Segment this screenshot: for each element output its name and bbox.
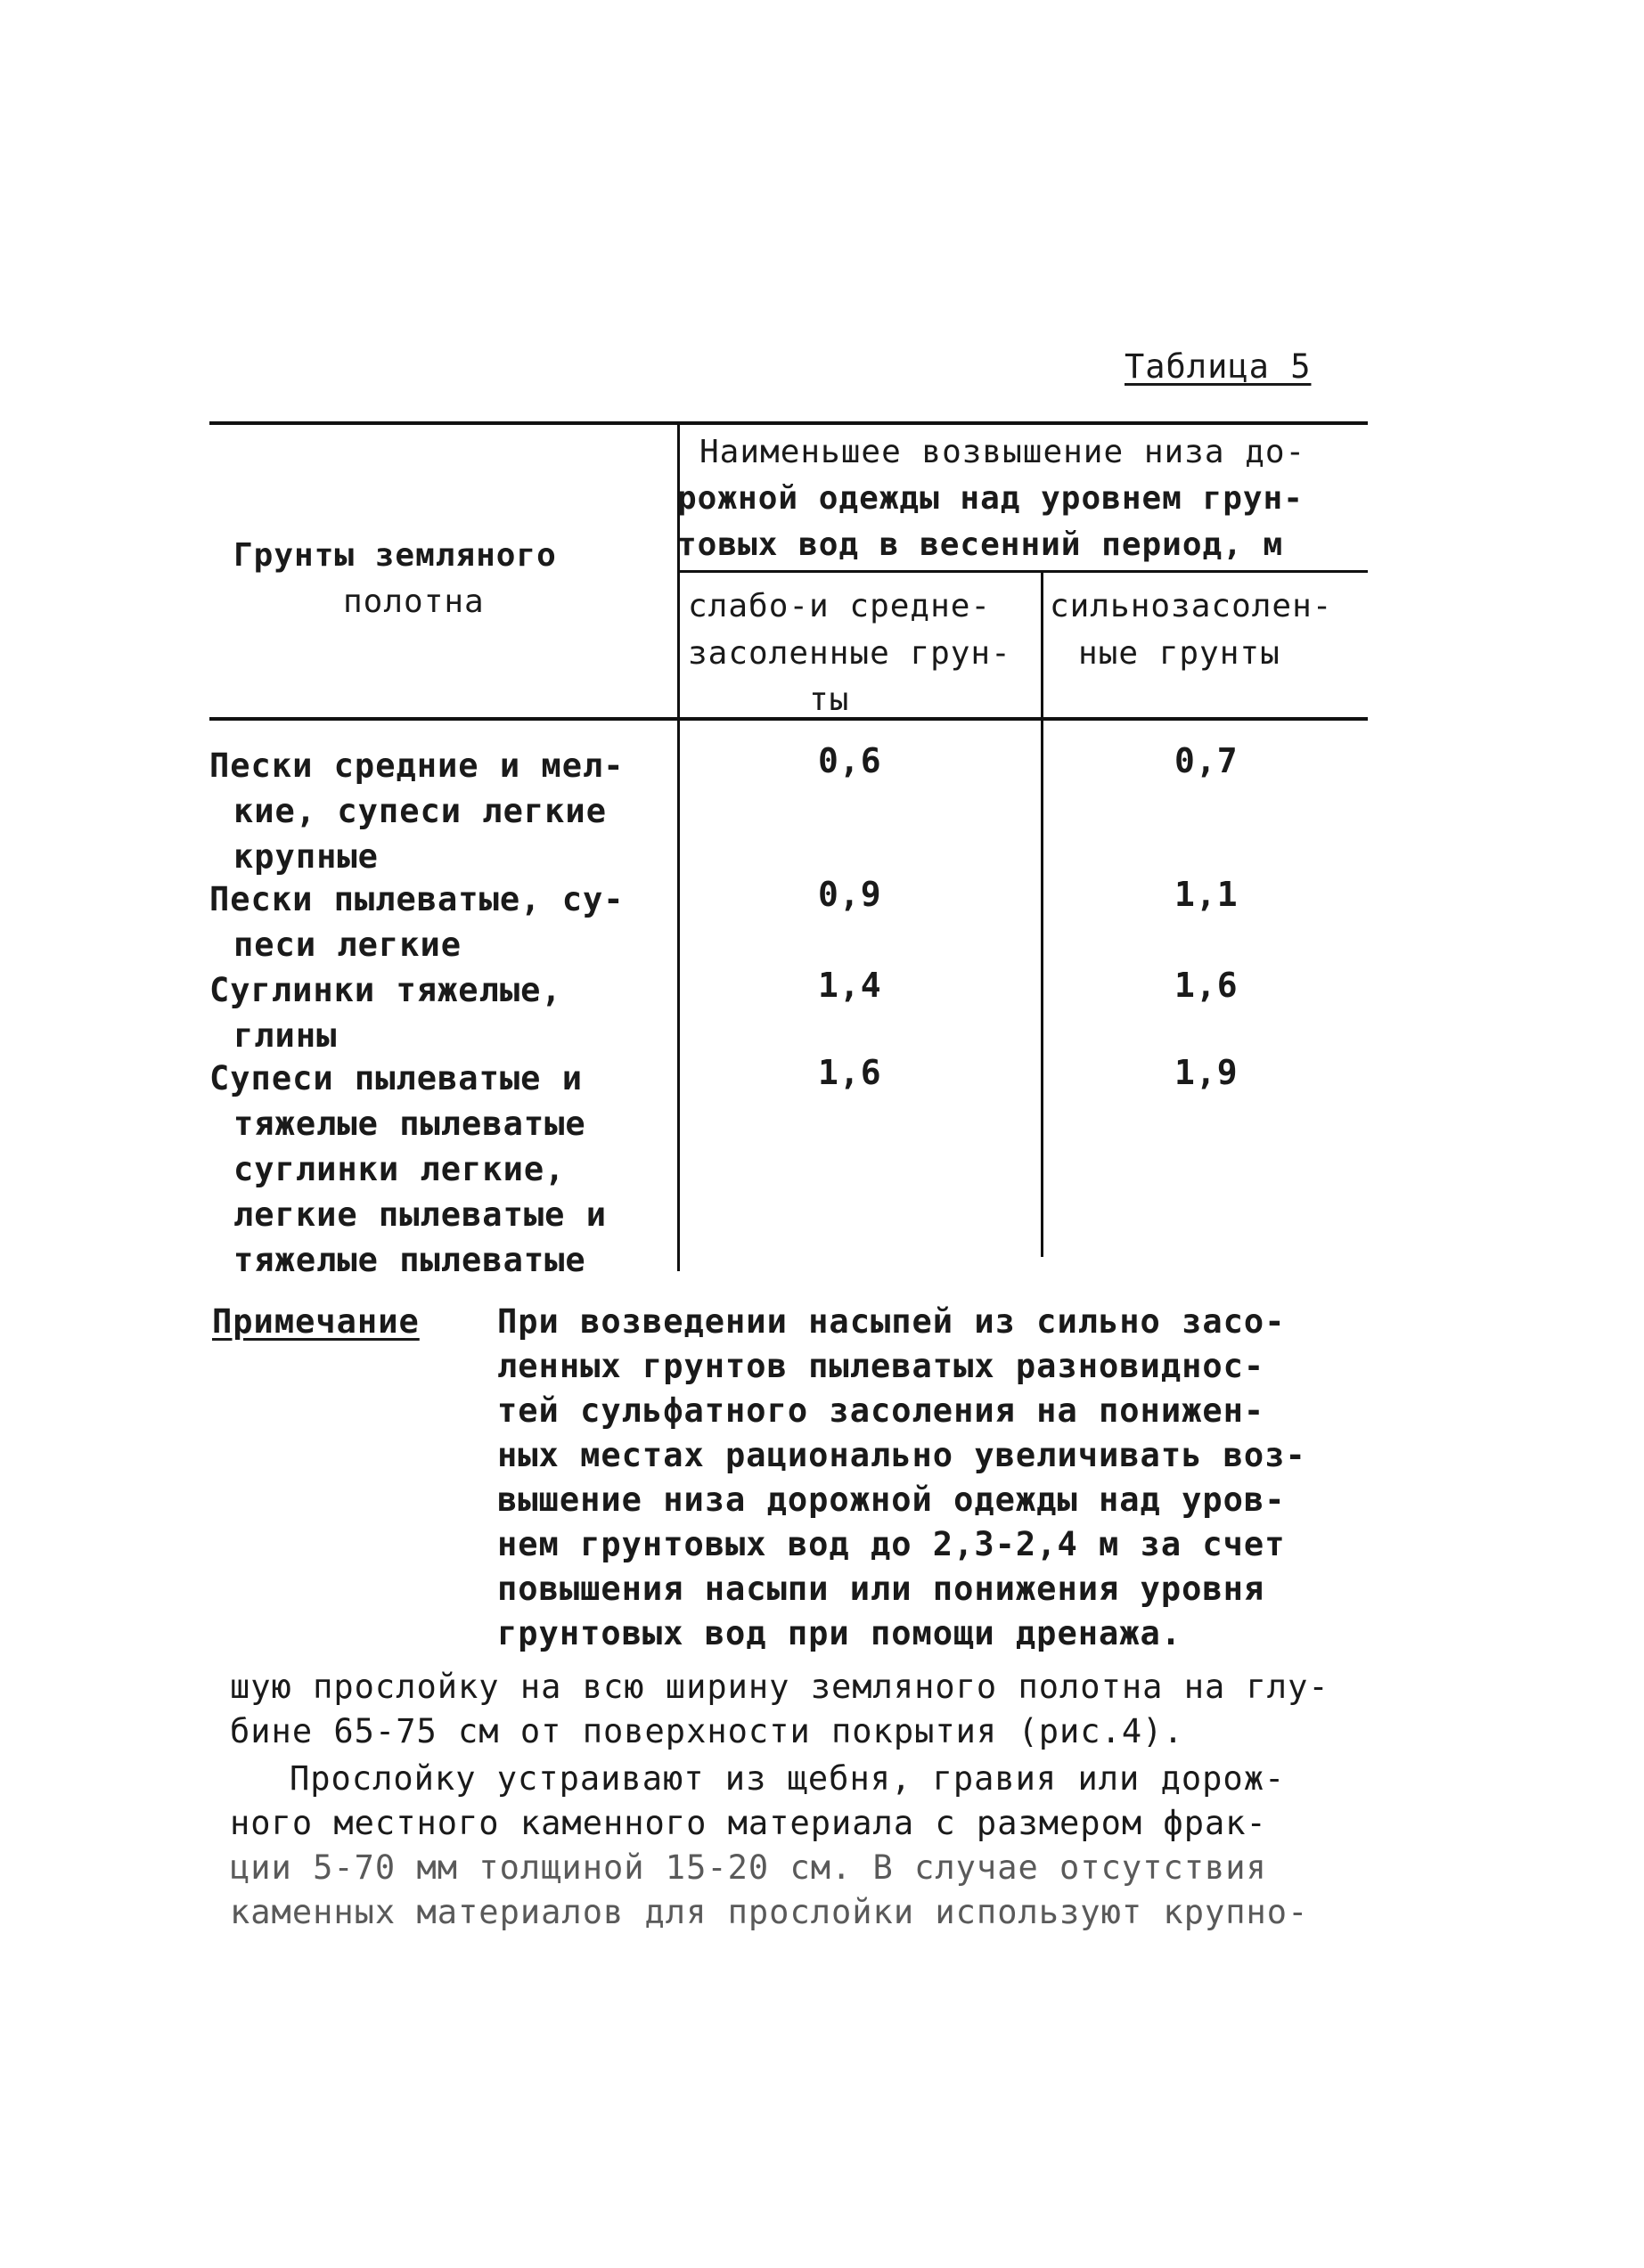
soil-name-line: тяжелые пылеватые	[233, 1241, 586, 1279]
soil-name-line: песи легкие	[233, 926, 462, 964]
soil-name-line: суглинки легкие,	[233, 1150, 566, 1188]
soil-name-line: Супеси пылеватые и	[209, 1059, 583, 1097]
value-strong-saline: 1,6	[1174, 966, 1239, 1005]
header-group-line: Наименьшее возвышение низа до-	[699, 434, 1306, 470]
body-line: Прослойку устраивают из щебня, гравия или дорож-	[290, 1759, 1286, 1798]
soil-name-line: кие, супеси легкие	[233, 792, 607, 830]
body-line: бине 65-75 см от поверхности покрытия (рис.4).	[230, 1712, 1184, 1750]
table-caption: Таблица 5	[1125, 347, 1312, 386]
body-line: ного местного каменного материала с размером фрак-	[230, 1804, 1267, 1842]
header-group-line: рожной одежды над уровнем грун-	[677, 480, 1304, 517]
value-strong-saline: 1,1	[1174, 875, 1239, 914]
note-line: грунтовых вод при помощи дренажа.	[497, 1614, 1182, 1652]
note-line: нем грунтовых вод до 2,3-2,4 м за счет	[497, 1525, 1286, 1563]
header-group-line: товых вод в весенний период, м	[677, 526, 1284, 563]
soil-name-line: Пески средние и мел-	[209, 746, 625, 785]
soil-name-line: крупные	[233, 837, 379, 876]
body-line: шую прослойку на всю ширину земляного полотна на глу-	[230, 1668, 1329, 1706]
group-header-rule	[677, 570, 1368, 573]
header-sub1-line: ты	[809, 681, 850, 718]
soil-name-line: тяжелые пылеватые	[233, 1105, 586, 1143]
header-bottom-rule	[209, 717, 1368, 721]
value-weak-saline: 1,6	[818, 1053, 882, 1092]
value-weak-saline: 0,6	[818, 741, 882, 780]
header-soil-line: Грунты земляного	[233, 537, 557, 574]
value-strong-saline: 0,7	[1174, 741, 1239, 780]
column-divider-2	[1041, 573, 1043, 1257]
body-line: ции 5-70 мм толщиной 15-20 см. В случае отсутствия	[230, 1848, 1267, 1887]
note-line: тей сульфатного засоления на понижен-	[497, 1391, 1265, 1430]
value-weak-saline: 1,4	[818, 966, 882, 1005]
header-sub2-line: сильнозасолен-	[1050, 588, 1333, 624]
soil-name-line: легкие пылеватые и	[233, 1195, 607, 1234]
header-sub1-line: слабо-и средне-	[688, 588, 992, 624]
value-weak-saline: 0,9	[818, 875, 882, 914]
header-sub2-line: ные грунты	[1078, 635, 1280, 672]
soil-name-line: глины	[233, 1016, 338, 1055]
soil-name-line: Суглинки тяжелые,	[209, 971, 562, 1009]
soil-name-line: Пески пылеватые, су-	[209, 880, 625, 918]
note-line: При возведении насыпей из сильно засо-	[497, 1302, 1286, 1341]
header-sub1-line: засоленные грун-	[688, 635, 1011, 672]
note-line: повышения насыпи или понижения уровня	[497, 1570, 1265, 1608]
value-strong-saline: 1,9	[1174, 1053, 1239, 1092]
note-line: вышение низа дорожной одежды над уров-	[497, 1481, 1286, 1519]
table-top-rule	[209, 421, 1368, 425]
body-line: каменных материалов для прослойки используют крупно-	[230, 1893, 1309, 1931]
header-soil-line: полотна	[343, 583, 485, 620]
note-line: ленных грунтов пылеватых разновиднос-	[497, 1347, 1265, 1385]
note-line: ных местах рационально увеличивать воз-	[497, 1436, 1306, 1474]
note-label: Примечание	[212, 1302, 420, 1341]
